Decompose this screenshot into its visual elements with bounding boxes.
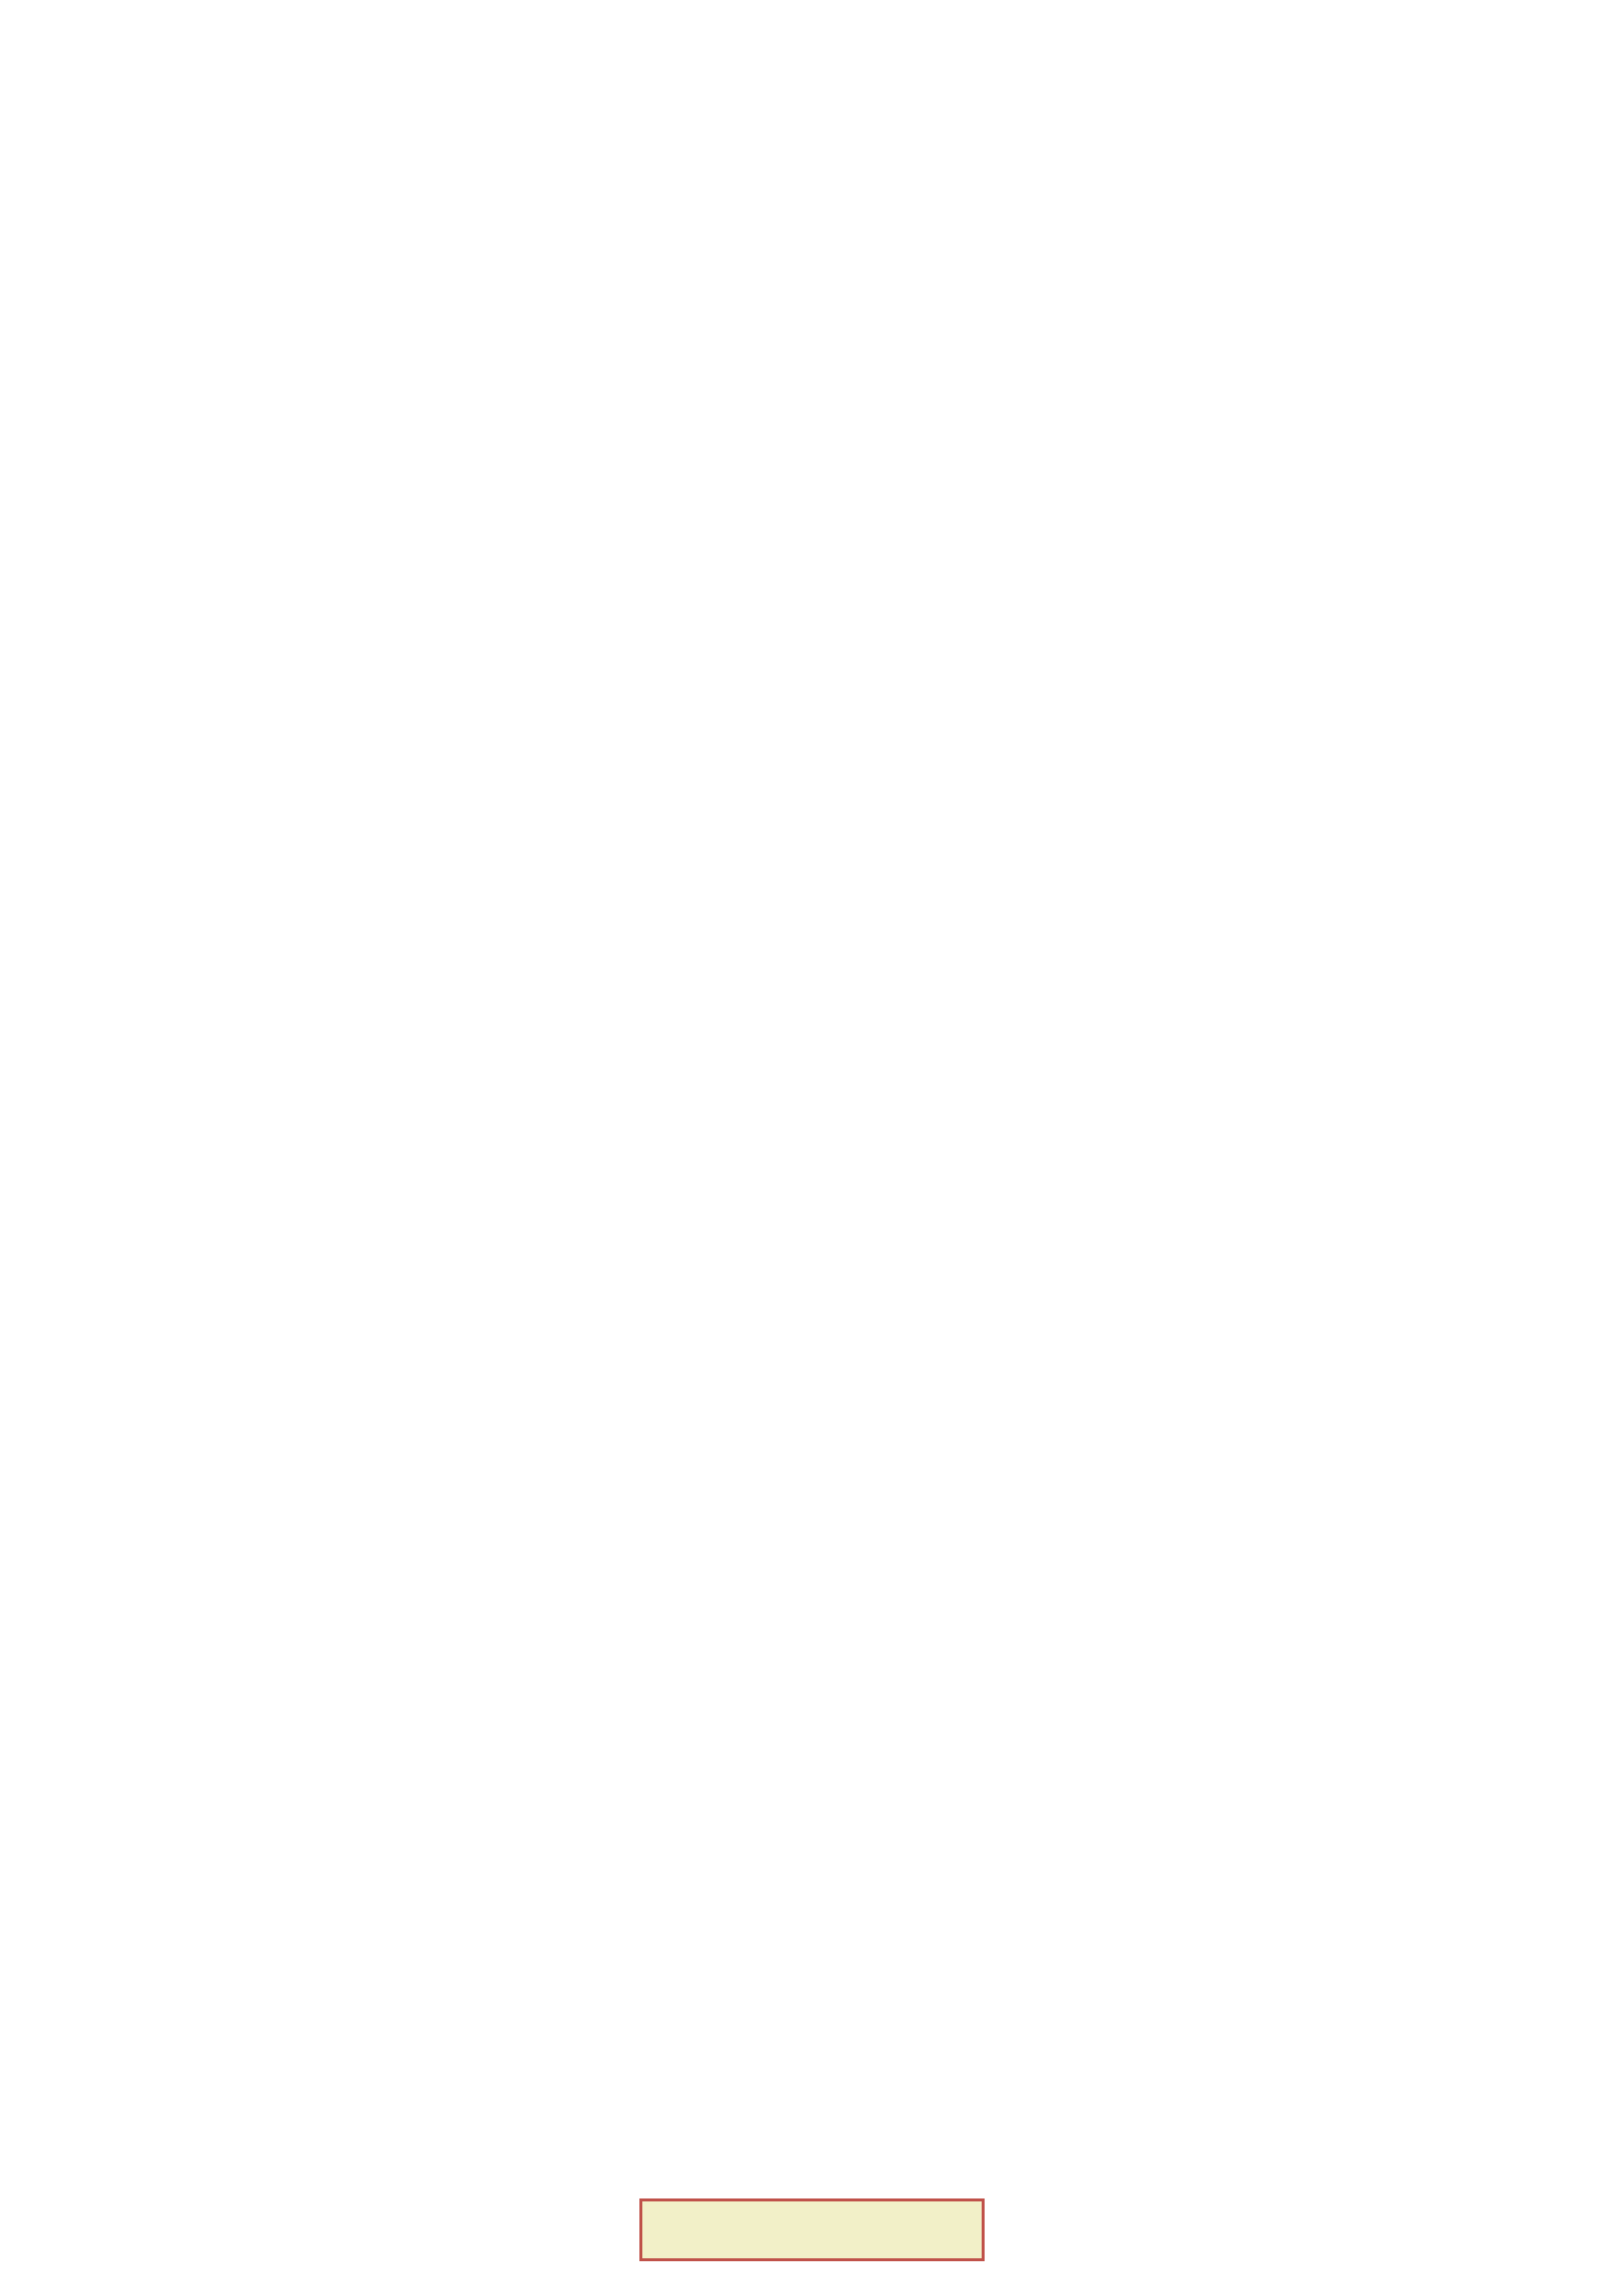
page-footer — [639, 2198, 985, 2261]
